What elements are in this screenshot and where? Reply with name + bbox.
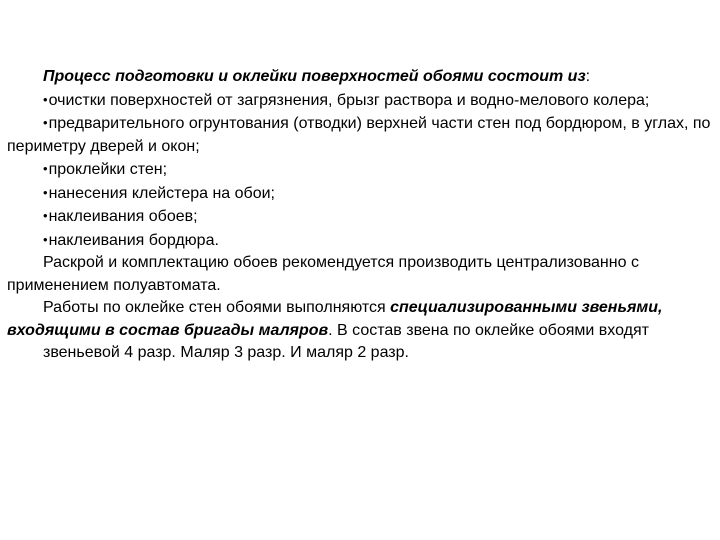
bullet-text: нанесения клейстера на обои; (48, 184, 275, 202)
bullet-item-priming (7, 112, 715, 158)
bullet-icon: • (43, 208, 48, 223)
cutting-paragraph: Раскрой и комплектацию обоев рекомендуется производить централизованно с применением полуавтомата. (7, 254, 639, 294)
teams-text-before: Работы по оклейке стен обоями выполняются (43, 299, 391, 316)
bullet-icon: • (43, 184, 48, 200)
bullet-item-border (7, 229, 715, 253)
bullet-icon: • (43, 115, 48, 130)
bullet-item-sizing (7, 158, 715, 182)
bullet-text: наклеивания бордюра. (48, 231, 219, 249)
intro-colon: : (585, 68, 591, 85)
bullet-text: проклейки стен; (48, 161, 168, 178)
bullet-text: наклеивания обоев; (48, 208, 198, 225)
intro-paragraph (7, 66, 715, 89)
bullet-item-hanging (7, 205, 715, 229)
composition-paragraph: звеньевой 4 разр. Маляр 3 разр. И маляр 2 разр. (43, 344, 409, 361)
bullet-icon: • (43, 231, 48, 247)
teams-emphasis: специализированными звеньями, входящими в состав бригады маляров (7, 299, 663, 339)
bullet-text: предварительного огрунтования (отводки) верхней части стен под бордюром, в углах, по периметру дверей и окон; (7, 115, 711, 155)
teams-text-after: . В состав звена по оклейке обоями входят (328, 321, 649, 339)
slide-text-body (7, 66, 715, 365)
bullet-item-cleaning (7, 89, 715, 113)
intro-title: Процесс подготовки и оклейки поверхностей обоями состоит из (43, 68, 586, 85)
bullet-icon: • (43, 161, 48, 176)
bullet-text: очистки поверхностей от загрязнения, брызг раствора и водно-мелового колера; (48, 91, 650, 109)
teams-paragraph (7, 297, 715, 342)
bullet-item-paste (7, 182, 715, 206)
bullet-icon: • (43, 91, 48, 107)
